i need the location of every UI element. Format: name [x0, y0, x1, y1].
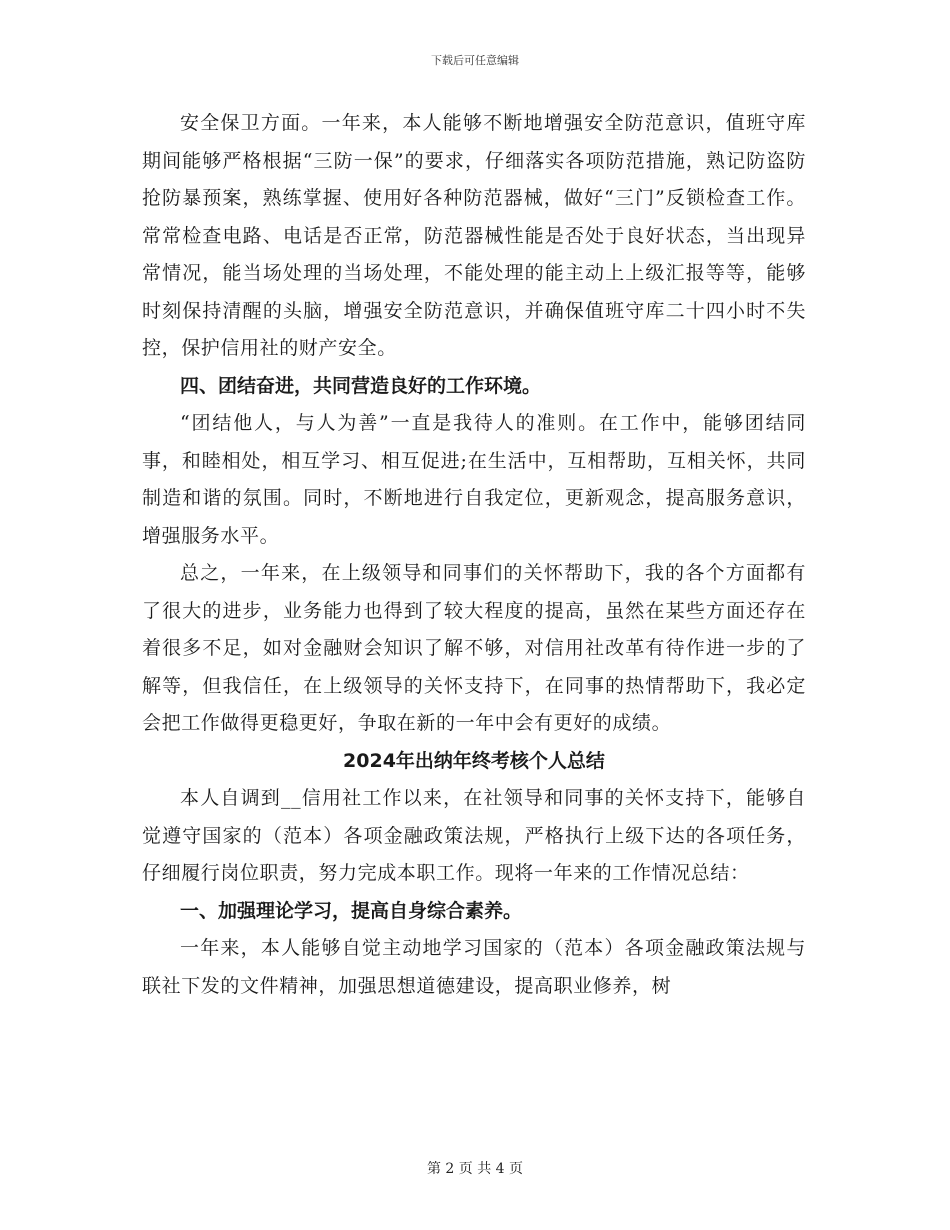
- page-number: 第 2 页 共 4 页: [426, 1161, 524, 1177]
- paragraph-teamwork: “团结他人，与人为善”一直是我待人的准则。在工作中，能够团结同事，和睦相处，相互学习、相互促进;在生活中，互相帮助，互相关怀，共同制造和谐的氛围。同时，不断地进行自我定位，更新观念，提高服务意识，增强服务水平。: [142, 412, 806, 547]
- paragraph-security: 安全保卫方面。一年来，本人能够不断地增强安全防范意识，值班守库期间能够严格根据“三防一保”的要求，仔细落实各项防范措施，熟记防盗防抢防暴预案，熟练掌握、使用好各种防范器械，做好“三门”反锁检查工作。常常检查电路、电话是否正常，防范器械性能是否处于良好状态，当出现异常情况，能当场处理的当场处理，不能处理的能主动上上级汇报等等，能够时刻保持清醒的头脑，增强安全防范意识，并确保值班守库二十四小时不失控，保护信用社的财产安全。: [142, 112, 806, 359]
- paragraph-study: 一年来，本人能够自觉主动地学习国家的（范本）各项金融政策法规与联社下发的文件精神，加强思想道德建设，提高职业修养，树: [142, 937, 806, 997]
- document-title: 2024年出纳年终考核个人总结: [343, 749, 605, 772]
- section-heading-4: 四、团结奋进，共同营造良好的工作环境。: [180, 374, 542, 397]
- paragraph-conclusion: 总之，一年来，在上级领导和同事们的关怀帮助下，我的各个方面都有了很大的进步，业务能力也得到了较大程度的提高，虽然在某些方面还存在着很多不足，如对金融财会知识了解不够，对信用社改革有待作进一步的了解等，但我信任，在上级领导的关怀支持下，在同事的热情帮助下，我必定会把工作做得更稳更好，争取在新的一年中会有更好的成绩。: [142, 562, 806, 734]
- document-body: [142, 105, 806, 1005]
- page-header-note: 下载后可任意编辑: [431, 54, 519, 67]
- section-heading-1: 一、加强理论学习，提高自身综合素养。: [180, 899, 523, 922]
- paragraph-intro: 本人自调到__信用社工作以来，在社领导和同事的关怀支持下，能够自觉遵守国家的（范本）各项金融政策法规，严格执行上级下达的各项任务，仔细履行岗位职责，努力完成本职工作。现将一年来的工作情况总结：: [142, 787, 806, 884]
